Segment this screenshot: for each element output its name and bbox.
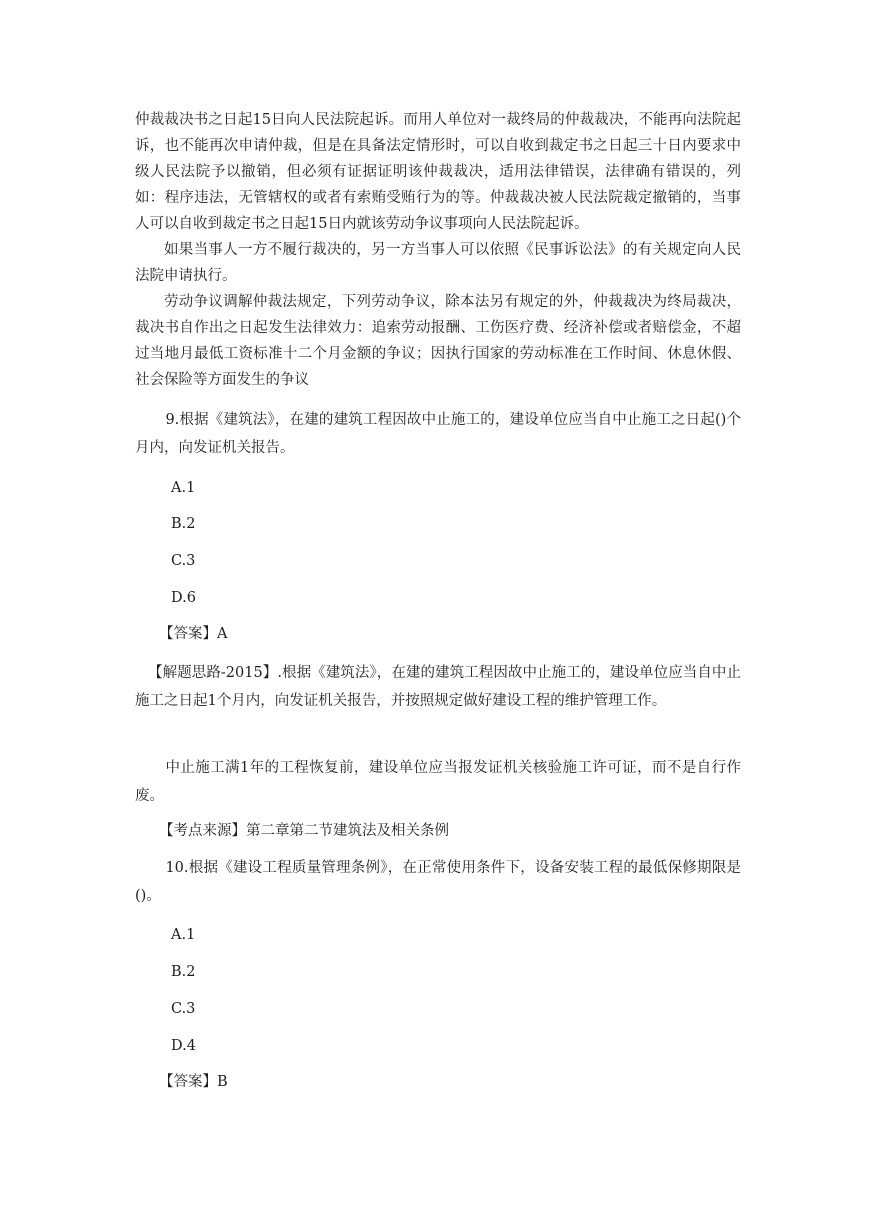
question-9-option-b: B.2 — [171, 516, 196, 532]
question-9-option-d: D.6 — [171, 590, 196, 606]
question-10-option-b: B.2 — [171, 964, 196, 980]
question-9-analysis-block — [135, 660, 741, 715]
question-9-option-a: A.1 — [171, 480, 196, 496]
question-9-option-c: C.3 — [171, 553, 196, 569]
question-9-source: 【考点来源】第二章第二节建筑法及相关条例 — [159, 823, 449, 839]
question-10-option-d: D.4 — [171, 1038, 196, 1054]
question-9-analysis-block-2 — [135, 755, 741, 810]
question-9-analysis-2: 中止施工满1年的工程恢复前，建设单位应当报发证机关核验施工许可证，而不是自行作废。 — [135, 760, 741, 804]
question-9-stem-block — [135, 407, 741, 462]
question-10-stem-block — [135, 855, 741, 910]
intro-paragraph-3: 劳动争议调解仲裁法规定，下列劳动争议，除本法另有规定的外，仲裁裁决为终局裁决，裁决书自作出之日起发生法律效力：追索劳动报酬、工伤医疗费、经济补偿或者赔偿金，不超过当地月最低工资标准十二个月金额的争议；因执行国家的劳动标准在工作时间、休息休假、社会保险等方面发生的争议 — [135, 294, 741, 388]
intro-section — [135, 107, 741, 393]
question-10-answer: 【答案】B — [159, 1074, 228, 1090]
intro-paragraph-2: 如果当事人一方不履行裁决的，另一方当事人可以依照《民事诉讼法》的有关规定向人民法院申请执行。 — [135, 242, 741, 284]
question-9-analysis-1: 【解题思路-2015】.根据《建筑法》，在建的建筑工程因故中止施工的，建设单位应当自中止施工之日起1个月内，向发证机关报告，并按照规定做好建设工程的维护管理工作。 — [135, 665, 741, 709]
question-10-option-c: C.3 — [171, 1001, 196, 1017]
question-9-stem: 9.根据《建筑法》，在建的建筑工程因故中止施工的，建设单位应当自中止施工之日起()个月内，向发证机关报告。 — [135, 412, 741, 456]
question-9-answer: 【答案】A — [159, 626, 228, 642]
question-10-stem: 10.根据《建设工程质量管理条例》，在正常使用条件下，设备安装工程的最低保修期限是()。 — [135, 860, 741, 904]
question-10-option-a: A.1 — [171, 927, 196, 943]
intro-paragraph-1: 仲裁裁决书之日起15日向人民法院起诉。而用人单位对一裁终局的仲裁裁决，不能再向法院起诉，也不能再次申请仲裁，但是在具备法定情形时，可以自收到裁定书之日起三十日内要求中级人民法院予以撤销，但必须有证据证明该仲裁裁决，适用法律错误，法律确有错误的，列如：程序违法，无管辖权的或者有索贿受贿行为的等。仲裁裁决被人民法院裁定撤销的，当事人可以自收到裁定书之日起15日内就该劳动争议事项向人民法院起诉。 — [135, 112, 741, 232]
